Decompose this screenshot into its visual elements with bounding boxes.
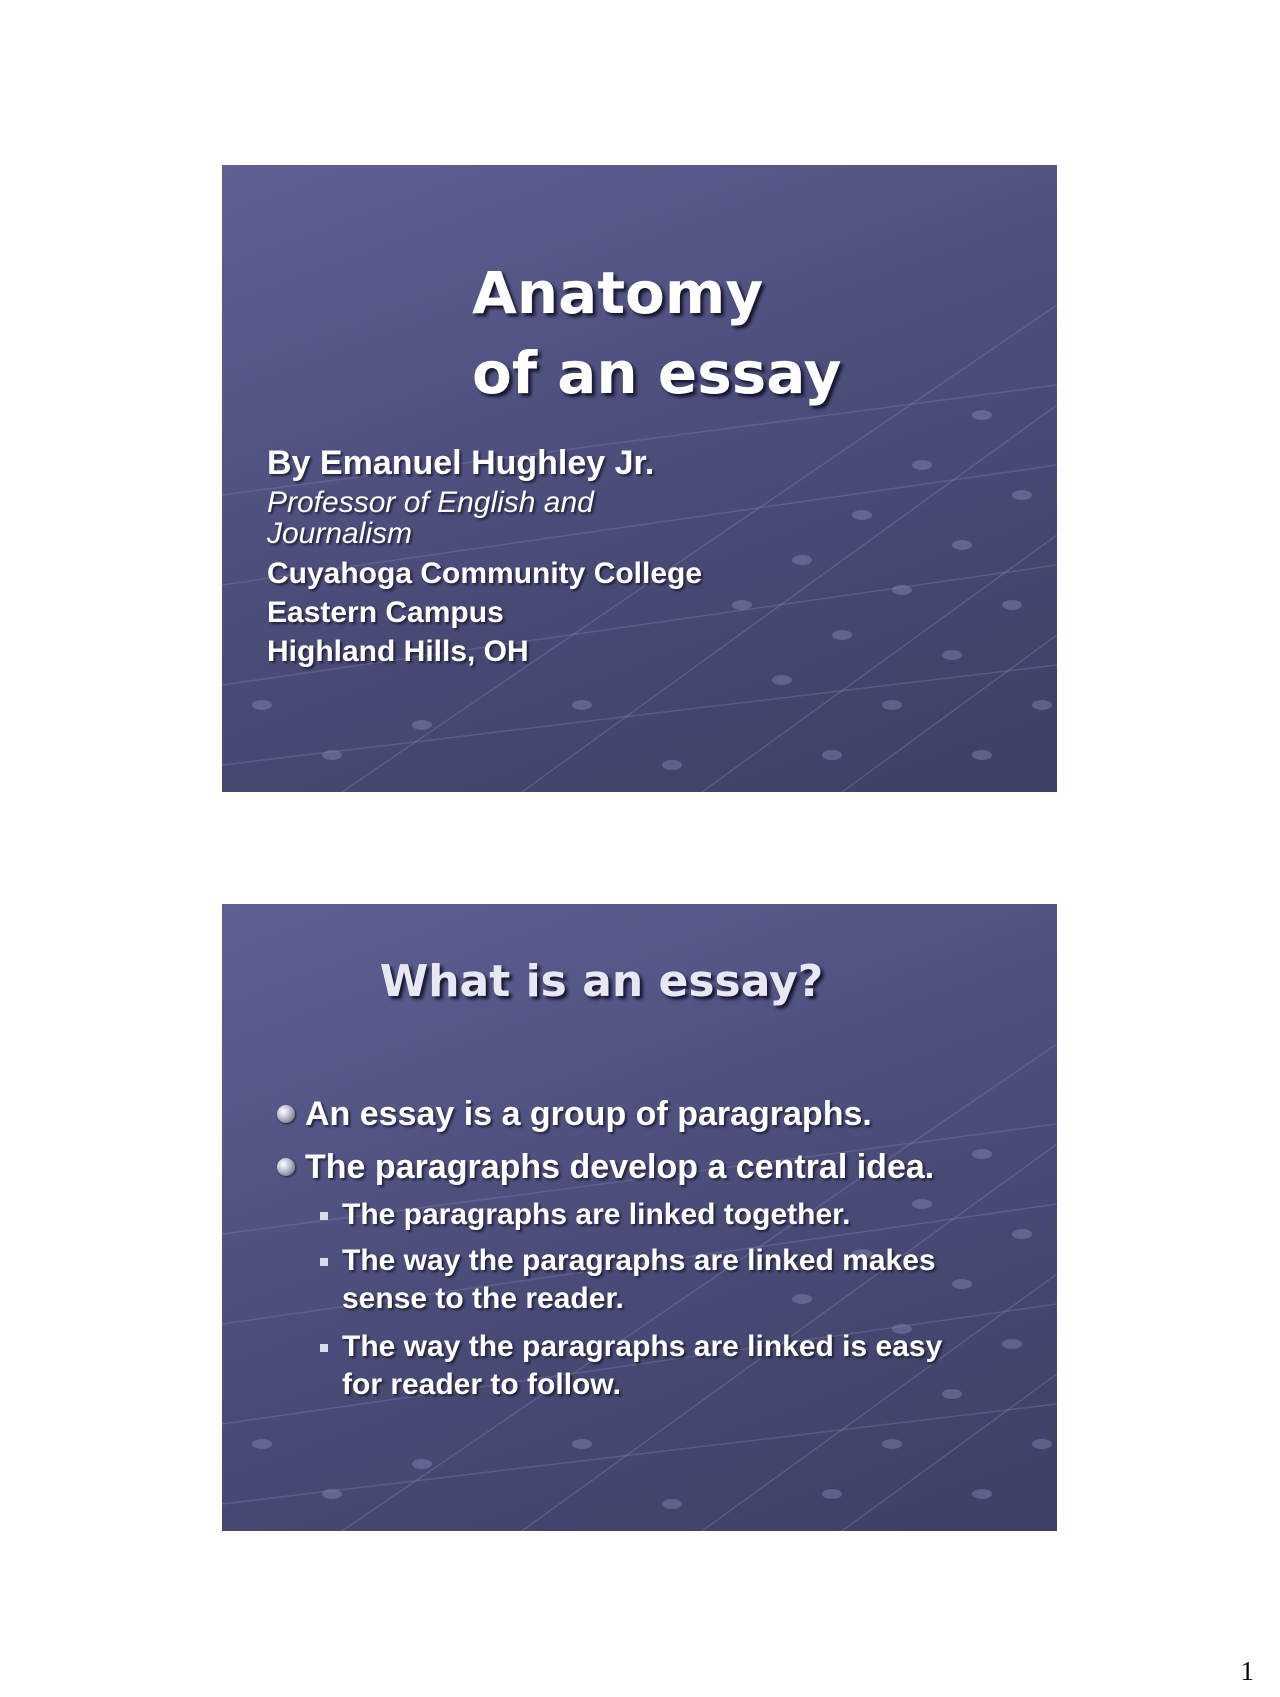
bullet-item bbox=[305, 1094, 872, 1134]
bullet-text: An essay is a group of paragraphs. bbox=[305, 1095, 872, 1133]
sub-bullet-item bbox=[342, 1328, 942, 1366]
title-slide bbox=[222, 165, 1057, 792]
author-position-line-2: Journalism bbox=[267, 517, 413, 550]
sub-bullet-continuation: for reader to follow. bbox=[342, 1368, 621, 1401]
sub-bullet-text: The way the paragraphs are linked is easy bbox=[342, 1330, 943, 1363]
sub-bullet-item bbox=[342, 1196, 850, 1234]
slide-title-line-2: of an essay bbox=[472, 339, 842, 407]
author-name: By Emanuel Hughley Jr. bbox=[267, 444, 655, 482]
square-bullet-icon bbox=[320, 1344, 328, 1352]
author-position-line-1: Professor of English and bbox=[267, 486, 594, 519]
square-bullet-icon bbox=[320, 1258, 328, 1266]
sub-bullet-text: The way the paragraphs are linked makes bbox=[342, 1244, 936, 1277]
sub-bullet-item bbox=[342, 1242, 936, 1280]
sub-bullet-continuation: sense to the reader. bbox=[342, 1282, 624, 1315]
college-name: Cuyahoga Community College bbox=[267, 557, 703, 590]
campus-location: Highland Hills, OH bbox=[267, 635, 529, 668]
slide-title bbox=[222, 954, 1057, 1010]
bullet-item bbox=[305, 1147, 934, 1187]
campus-name: Eastern Campus bbox=[267, 596, 504, 629]
square-bullet-icon bbox=[320, 1212, 328, 1220]
content-slide bbox=[222, 904, 1057, 1531]
sphere-bullet-icon bbox=[277, 1158, 295, 1176]
page-number: 1 bbox=[1240, 1656, 1254, 1686]
bullet-text: The paragraphs develop a central idea. bbox=[305, 1148, 935, 1186]
slide-title-text: What is an essay? bbox=[379, 956, 824, 1007]
sphere-bullet-icon bbox=[277, 1105, 295, 1123]
slide-title-line-1: Anatomy bbox=[472, 259, 764, 327]
sub-bullet-text: The paragraphs are linked together. bbox=[342, 1198, 851, 1231]
